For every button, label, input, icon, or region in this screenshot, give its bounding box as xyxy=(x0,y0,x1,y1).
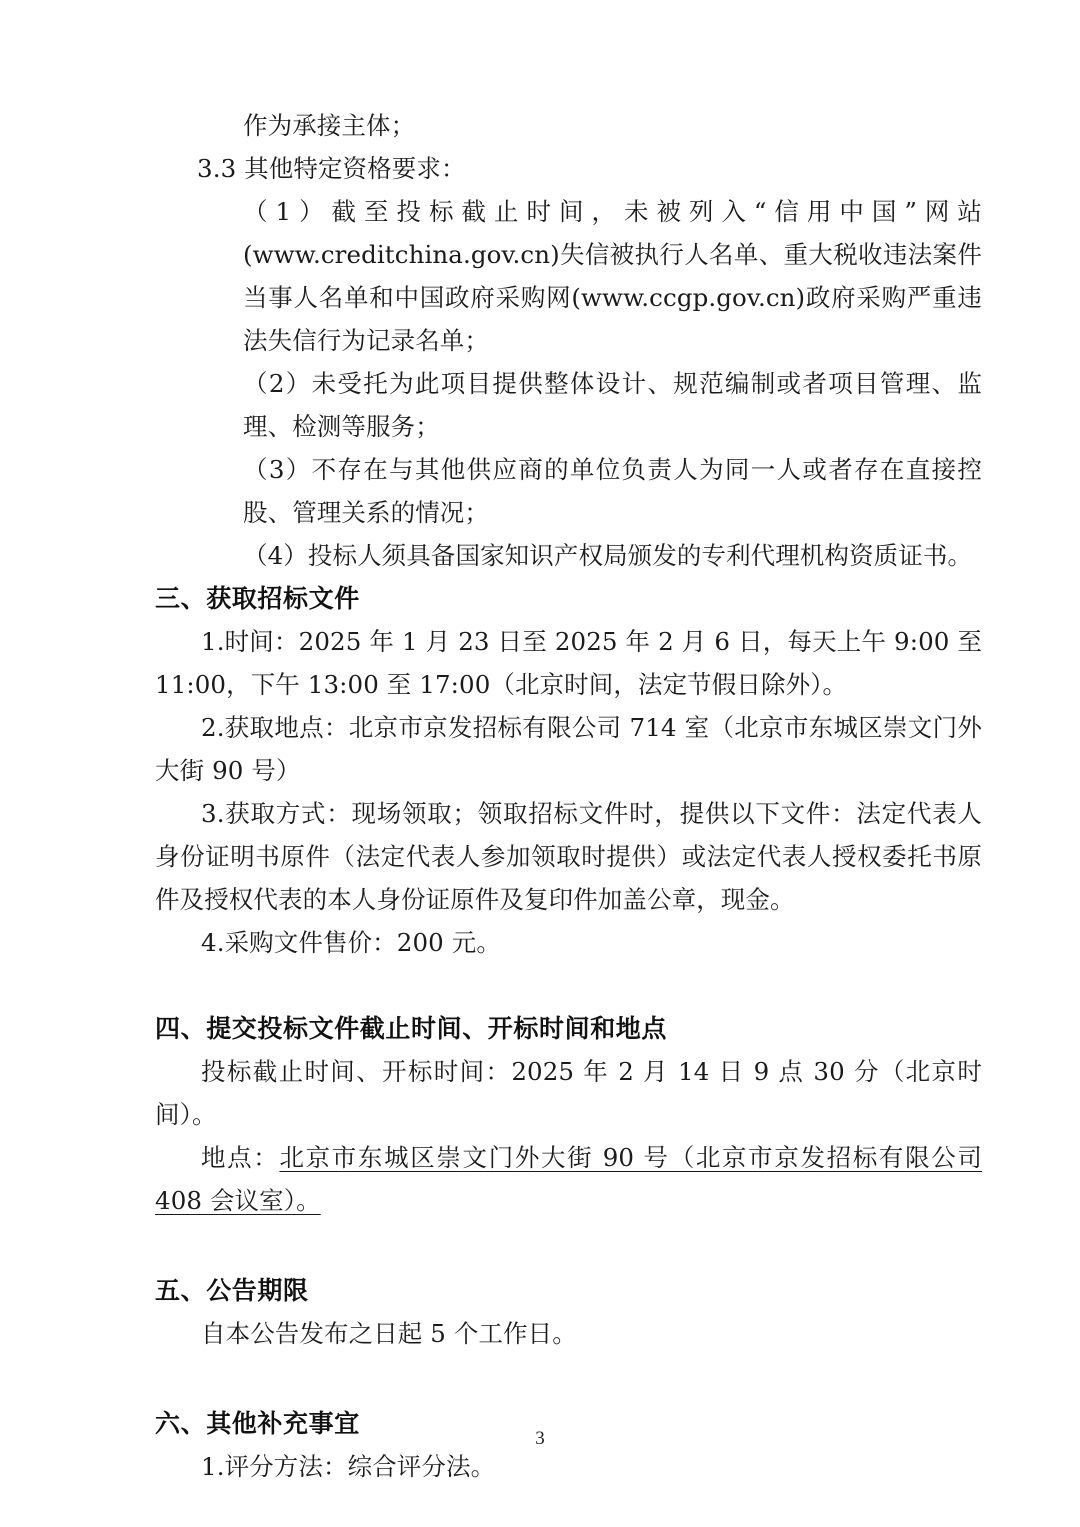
document-body xyxy=(155,104,982,1488)
clause-3-3-title: 3.3 其他特定资格要求： xyxy=(197,154,466,183)
clause-item-3: （3）不存在与其他供应商的单位负责人为同一人或者存在直接控股、管理关系的情况； xyxy=(243,455,982,527)
carryover-line: 作为承接主体； xyxy=(243,111,416,140)
section-heading-five: 五、公告期限 xyxy=(155,1276,309,1305)
section-heading-four: 四、提交投标文件截止时间、开标时间和地点 xyxy=(155,1014,668,1043)
venue-value: 北京市东城区崇文门外大街 90 号（北京市京发招标有限公司 408 会议室）。 xyxy=(155,1143,982,1215)
section-three-item-1: 1.时间：2025 年 1 月 23 日至 2025 年 2 月 6 日，每天上午 9:00 至 11:00，下午 13:00 至 17:00（北京时间，法定节假日除外）。 xyxy=(155,627,982,699)
section-four-deadline: 投标截止时间、开标时间：2025 年 2 月 14 日 9 点 30 分（北京时间）。 xyxy=(155,1057,982,1129)
section-four-venue xyxy=(155,1136,982,1222)
section-three-item-2: 2.获取地点：北京市京发招标有限公司 714 室（北京市东城区崇文门外大街 90 号） xyxy=(155,713,982,785)
clause-item-4: （4）投标人须具备国家知识产权局颁发的专利代理机构资质证书。 xyxy=(243,541,973,570)
page-number: 3 xyxy=(535,1428,545,1449)
clause-item-2: （2）未受托为此项目提供整体设计、规范编制或者项目管理、监理、检测等服务； xyxy=(243,369,982,441)
section-six-item-1: 1.评分方法：综合评分法。 xyxy=(201,1452,496,1481)
venue-label: 地点： xyxy=(201,1143,280,1172)
section-heading-three: 三、获取招标文件 xyxy=(155,584,360,613)
section-three-item-3: 3.获取方式：现场领取；领取招标文件时，提供以下文件：法定代表人身份证明书原件（法定代表人参加领取时提供）或法定代表人授权委托书原件及授权代表的本人身份证原件及复印件加盖公章，现金。 xyxy=(155,799,982,914)
section-five-body: 自本公告发布之日起 5 个工作日。 xyxy=(201,1319,577,1348)
section-three-item-4: 4.采购文件售价：200 元。 xyxy=(201,928,501,957)
clause-item-1: （1）截至投标截止时间，未被列入“信用中国”网站(www.creditchina.gov.cn)失信被执行人名单、重大税收违法案件当事人名单和中国政府采购网(www.ccgp.gov.cn)政府采购严重违法失信行为记录名单； xyxy=(243,197,982,355)
section-heading-six: 六、其他补充事宜 xyxy=(155,1409,360,1438)
